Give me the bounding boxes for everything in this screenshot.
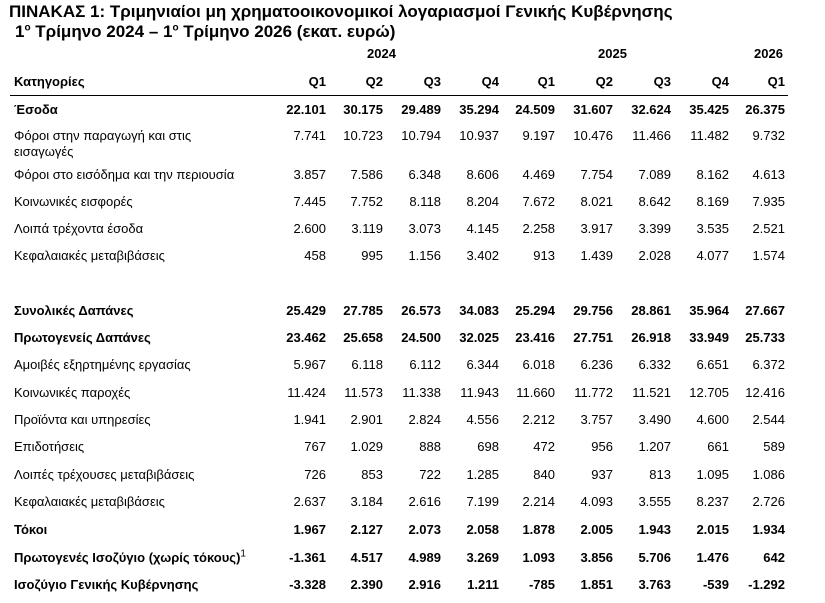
row-label-text: Πρωτογενές Ισοζύγιο (χωρίς τόκους) xyxy=(14,550,241,565)
table-cell: 35.964 xyxy=(689,303,729,318)
table-cell: 6.348 xyxy=(408,167,441,182)
table-cell: 11.772 xyxy=(574,385,613,400)
table-cell: 1.967 xyxy=(293,522,326,537)
table-cell: -3.328 xyxy=(289,577,326,592)
row-label-text: Προϊόντα και υπηρεσίες xyxy=(14,412,151,427)
table-cell: 5.967 xyxy=(293,357,326,372)
table-cell: 35.425 xyxy=(689,102,729,117)
table-cell: 2.028 xyxy=(638,248,671,263)
row-label xyxy=(14,494,165,510)
year-header-2024: 2024 xyxy=(367,46,396,61)
table-cell: 4.469 xyxy=(522,167,555,182)
table-cell: 9.197 xyxy=(522,128,555,143)
table-cell: 8.642 xyxy=(638,194,671,209)
subtitle-part-a: 1 xyxy=(15,22,25,41)
table-cell: 2.127 xyxy=(350,522,383,537)
table-cell: 7.089 xyxy=(638,167,671,182)
table-cell: 6.236 xyxy=(580,357,613,372)
row-label-text: Έσοδα xyxy=(14,102,58,117)
table-cell: 813 xyxy=(649,467,671,482)
table-cell: 1.941 xyxy=(293,412,326,427)
header-divider xyxy=(10,95,788,96)
table-cell: 1.211 xyxy=(467,577,499,592)
table-cell: 8.021 xyxy=(580,194,613,209)
table-cell: 7.672 xyxy=(522,194,555,209)
table-cell: 2.005 xyxy=(580,522,613,537)
subtitle-part-b: Τρίμηνο 2024 – 1 xyxy=(30,22,173,41)
table-cell: 31.607 xyxy=(573,102,613,117)
table-cell: 8.237 xyxy=(696,494,729,509)
table-cell: 2.726 xyxy=(752,494,785,509)
row-label-text: Φόροι στην παραγωγή και στις εισαγωγές xyxy=(14,128,192,159)
row-label xyxy=(14,102,58,118)
table-cell: 3.757 xyxy=(580,412,613,427)
table-cell: 2.637 xyxy=(293,494,326,509)
table-cell: 642 xyxy=(763,550,785,565)
table-cell: 24.509 xyxy=(515,102,555,117)
table-cell: 767 xyxy=(304,439,326,454)
table-cell: 3.857 xyxy=(293,167,326,182)
row-label-text: Πρωτογενείς Δαπάνες xyxy=(14,330,151,345)
row-label xyxy=(14,550,246,566)
table-cell: 5.706 xyxy=(638,550,671,565)
table-cell: 34.083 xyxy=(459,303,499,318)
table-cell: 913 xyxy=(533,248,555,263)
table-title: ΠΙΝΑΚΑΣ 1: Τριμηνιαίοι μη χρηματοοικονομικοί λογαριασμοί Γενικής Κυβέρνησης xyxy=(9,2,673,21)
table-cell: 6.112 xyxy=(409,357,441,372)
table-cell: 4.989 xyxy=(408,550,441,565)
table-cell: 11.521 xyxy=(632,385,671,400)
year-header-2026: 2026 xyxy=(754,46,783,61)
table-cell: 7.935 xyxy=(752,194,785,209)
table-cell: 2.015 xyxy=(696,522,729,537)
table-cell: 3.399 xyxy=(638,221,671,236)
table-cell: 2.521 xyxy=(752,221,785,236)
table-cell: 2.073 xyxy=(408,522,441,537)
table-cell: 29.756 xyxy=(573,303,613,318)
table-cell: 25.294 xyxy=(515,303,555,318)
row-label-text: Κεφαλαιακές μεταβιβάσεις xyxy=(14,494,165,509)
table-cell: 3.269 xyxy=(466,550,499,565)
row-label-text: Κοινωνικές παροχές xyxy=(14,385,131,400)
table-cell: 8.162 xyxy=(696,167,729,182)
table-cell: 2.916 xyxy=(408,577,441,592)
table-cell: 7.586 xyxy=(350,167,383,182)
table-cell: 937 xyxy=(591,467,613,482)
table-cell: 8.169 xyxy=(696,194,729,209)
table-cell: 1.285 xyxy=(466,467,499,482)
table-cell: 24.500 xyxy=(401,330,441,345)
table-cell: 458 xyxy=(304,248,326,263)
subtitle-superscript-a: ο xyxy=(24,22,31,34)
row-label xyxy=(14,385,130,401)
table-cell: 2.214 xyxy=(522,494,555,509)
table-cell: 3.490 xyxy=(638,412,671,427)
row-label-text: Συνολικές Δαπάνες xyxy=(14,303,134,318)
column-header-category: Κατηγορίες xyxy=(14,74,85,89)
row-label xyxy=(14,439,84,455)
table-cell: 3.119 xyxy=(351,221,383,236)
table-cell: 956 xyxy=(591,439,613,454)
column-header-quarter: Q1 xyxy=(767,74,785,89)
table-cell: 698 xyxy=(477,439,499,454)
table-cell: 30.175 xyxy=(343,102,383,117)
table-cell: 11.660 xyxy=(516,385,555,400)
row-label-text: Λοιπές τρέχουσες μεταβιβάσεις xyxy=(14,467,195,482)
table-cell: 6.332 xyxy=(638,357,671,372)
table-cell: 7.741 xyxy=(293,128,326,143)
table-cell: 1.851 xyxy=(580,577,613,592)
column-header-quarter: Q3 xyxy=(653,74,671,89)
table-cell: -539 xyxy=(702,577,729,592)
table-cell: 3.917 xyxy=(580,221,613,236)
row-label xyxy=(14,194,133,210)
table-cell: 23.416 xyxy=(515,330,555,345)
table-cell: 33.949 xyxy=(689,330,729,345)
table-cell: 3.184 xyxy=(350,494,383,509)
row-label-text: Τόκοι xyxy=(14,522,48,537)
table-cell: 25.429 xyxy=(286,303,326,318)
table-cell: 26.918 xyxy=(631,330,671,345)
row-label xyxy=(14,303,133,319)
table-cell: 11.424 xyxy=(287,385,326,400)
table-cell: 1.878 xyxy=(522,522,555,537)
column-header-quarter: Q2 xyxy=(595,74,613,89)
table-cell: 28.861 xyxy=(631,303,671,318)
row-label-text: Φόροι στο εισόδημα και την περιουσία xyxy=(14,167,235,182)
table-cell: 2.901 xyxy=(350,412,383,427)
table-cell: 7.752 xyxy=(350,194,383,209)
table-cell: 1.574 xyxy=(752,248,785,263)
table-cell: 995 xyxy=(361,248,383,263)
table-cell: 1.086 xyxy=(752,467,785,482)
table-cell: 29.489 xyxy=(401,102,441,117)
footnote-marker: 1 xyxy=(240,548,246,560)
table-cell: 11.573 xyxy=(344,385,383,400)
table-cell: 35.294 xyxy=(459,102,499,117)
table-cell: 2.616 xyxy=(408,494,441,509)
table-cell: 25.658 xyxy=(343,330,383,345)
table-cell: 7.754 xyxy=(580,167,613,182)
table-cell: 3.535 xyxy=(696,221,729,236)
table-cell: 11.466 xyxy=(632,128,671,143)
table-cell: 2.600 xyxy=(293,221,326,236)
table-cell: -1.361 xyxy=(289,550,326,565)
table-cell: 840 xyxy=(533,467,555,482)
table-cell: 32.624 xyxy=(631,102,671,117)
table-cell: 3.763 xyxy=(638,577,671,592)
table-cell: 2.212 xyxy=(522,412,555,427)
row-label xyxy=(14,128,244,160)
row-label-text: Αμοιβές εξηρτημένης εργασίας xyxy=(14,357,191,372)
row-label xyxy=(14,412,151,428)
column-header-quarter: Q1 xyxy=(308,74,326,89)
table-cell: 853 xyxy=(361,467,383,482)
row-label xyxy=(14,221,143,237)
table-cell: 661 xyxy=(707,439,729,454)
table-cell: 23.462 xyxy=(286,330,326,345)
table-cell: 726 xyxy=(304,467,326,482)
table-cell: 3.073 xyxy=(408,221,441,236)
column-header-quarter: Q4 xyxy=(481,74,499,89)
table-cell: 2.258 xyxy=(522,221,555,236)
table-cell: 27.751 xyxy=(573,330,613,345)
table-cell: 4.517 xyxy=(350,550,383,565)
table-cell: 3.402 xyxy=(466,248,499,263)
table-cell: 2.824 xyxy=(408,412,441,427)
year-header-2025: 2025 xyxy=(598,46,627,61)
table-cell: 22.101 xyxy=(286,102,326,117)
column-header-quarter: Q4 xyxy=(711,74,729,89)
table-cell: 26.573 xyxy=(401,303,441,318)
row-label-text: Κεφαλαιακές μεταβιβάσεις xyxy=(14,248,165,263)
table-cell: 888 xyxy=(419,439,441,454)
table-cell: 7.199 xyxy=(466,494,499,509)
table-cell: 8.204 xyxy=(466,194,499,209)
row-label-text: Λοιπά τρέχοντα έσοδα xyxy=(14,221,144,236)
table-cell: 6.372 xyxy=(752,357,785,372)
table-cell: 11.482 xyxy=(690,128,729,143)
table-cell: 3.856 xyxy=(580,550,613,565)
row-label-text: Ισοζύγιο Γενικής Κυβέρνησης xyxy=(14,577,199,592)
row-label xyxy=(14,467,194,483)
table-cell: 1.943 xyxy=(638,522,671,537)
table-cell: 2.390 xyxy=(350,577,383,592)
table-cell: 10.476 xyxy=(573,128,613,143)
table-cell: 27.667 xyxy=(745,303,785,318)
table-cell: 472 xyxy=(533,439,555,454)
table-cell: 4.145 xyxy=(466,221,499,236)
subtitle-superscript-b: ο xyxy=(172,22,179,34)
table-cell: 10.937 xyxy=(459,128,499,143)
row-label xyxy=(14,577,198,593)
column-header-quarter: Q2 xyxy=(365,74,383,89)
column-header-quarter: Q3 xyxy=(423,74,441,89)
table-cell: 8.606 xyxy=(466,167,499,182)
table-cell: 12.416 xyxy=(745,385,785,400)
table-cell: 1.934 xyxy=(752,522,785,537)
table-cell: 8.118 xyxy=(409,194,441,209)
table-cell: -1.292 xyxy=(748,577,785,592)
table-cell: 1.207 xyxy=(638,439,671,454)
table-cell: 4.556 xyxy=(466,412,499,427)
table-cell: 26.375 xyxy=(745,102,785,117)
table-cell: 32.025 xyxy=(459,330,499,345)
table-cell: 10.794 xyxy=(401,128,441,143)
table-cell: 11.943 xyxy=(460,385,499,400)
row-label xyxy=(14,522,47,538)
table-cell: 6.344 xyxy=(466,357,499,372)
row-label xyxy=(14,167,234,183)
row-label-text: Επιδοτήσεις xyxy=(14,439,85,454)
column-header-quarter: Q1 xyxy=(537,74,555,89)
row-label-text: Κοινωνικές εισφορές xyxy=(14,194,133,209)
table-cell: 3.555 xyxy=(638,494,671,509)
table-cell: -785 xyxy=(528,577,555,592)
table-cell: 2.058 xyxy=(466,522,499,537)
table-cell: 25.733 xyxy=(745,330,785,345)
row-label xyxy=(14,357,191,373)
table-cell: 589 xyxy=(763,439,785,454)
table-cell: 1.095 xyxy=(696,467,729,482)
table-cell: 4.093 xyxy=(580,494,613,509)
table-cell: 6.651 xyxy=(696,357,729,372)
row-label xyxy=(14,248,165,264)
table-cell: 722 xyxy=(419,467,441,482)
subtitle-part-c: Τρίμηνο 2026 (εκατ. ευρώ) xyxy=(178,22,396,41)
table-cell: 10.723 xyxy=(343,128,383,143)
table-cell: 4.600 xyxy=(696,412,729,427)
table-cell: 1.029 xyxy=(350,439,383,454)
table-cell: 4.077 xyxy=(696,248,729,263)
table-cell: 2.544 xyxy=(752,412,785,427)
table-cell: 9.732 xyxy=(752,128,785,143)
row-label xyxy=(14,330,151,346)
table-cell: 1.093 xyxy=(522,550,555,565)
table-cell: 1.439 xyxy=(580,248,613,263)
table-cell: 4.613 xyxy=(752,167,785,182)
table-cell: 27.785 xyxy=(343,303,383,318)
table-cell: 7.445 xyxy=(293,194,326,209)
table-subtitle xyxy=(15,22,395,42)
table-cell: 1.156 xyxy=(408,248,441,263)
table-cell: 11.338 xyxy=(402,385,441,400)
table-cell: 12.705 xyxy=(689,385,729,400)
table-cell: 6.118 xyxy=(351,357,383,372)
table-cell: 1.476 xyxy=(696,550,729,565)
table-cell: 6.018 xyxy=(522,357,555,372)
